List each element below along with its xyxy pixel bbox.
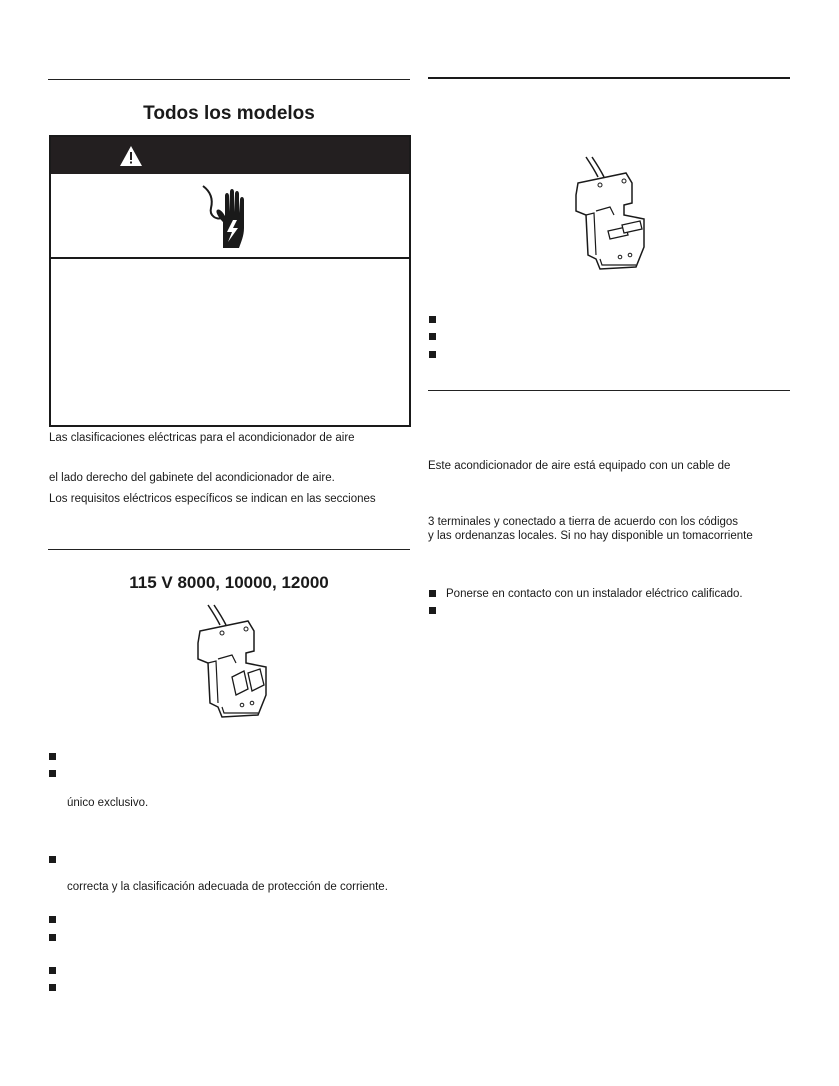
right-top-rule <box>428 77 790 79</box>
bullet-marker <box>49 934 56 941</box>
paragraph-grounded-codes: 3 terminales y conectado a tierra de acuerdo con los códigos <box>428 516 739 528</box>
bullet-marker <box>49 856 56 863</box>
power-plug-icon <box>188 603 278 721</box>
paragraph-specific-requirements: Los requisitos eléctricos específicos se indican en las secciones <box>49 493 376 505</box>
bullet-marker <box>429 333 436 340</box>
power-plug-icon <box>566 155 656 273</box>
paragraph-electrical-ratings: Las clasificaciones eléctricas para el acondicionador de aire <box>49 432 355 444</box>
bullet-marker <box>49 984 56 991</box>
list-item-exclusive-circuit: único exclusivo. <box>67 797 149 809</box>
paragraph-three-prong-cord: Este acondicionador de aire está equipado con un cable de <box>428 460 731 472</box>
bullet-marker <box>429 590 436 597</box>
bullet-marker <box>49 967 56 974</box>
paragraph-cabinet-side: el lado derecho del gabinete del acondicionador de aire. <box>49 472 335 484</box>
bullet-marker <box>429 316 436 323</box>
bullet-marker <box>429 607 436 614</box>
right-middle-rule <box>428 390 790 391</box>
left-top-rule <box>48 79 410 80</box>
bullet-marker <box>49 770 56 777</box>
warning-icon-row <box>51 174 409 259</box>
section-heading-115v: 115 V 8000, 10000, 12000 <box>129 573 329 592</box>
warning-header-bar <box>51 137 409 174</box>
list-item-current-protection: correcta y la clasificación adecuada de protección de corriente. <box>67 881 388 893</box>
paragraph-local-ordinances: y las ordenanzas locales. Si no hay disponible un tomacorriente <box>428 530 753 542</box>
left-middle-rule <box>48 549 410 550</box>
bullet-marker <box>49 753 56 760</box>
bullet-marker <box>429 351 436 358</box>
section-heading-all-models: Todos los modelos <box>143 103 315 124</box>
list-item-contact-electrician: Ponerse en contacto con un instalador eléctrico calificado. <box>446 588 743 600</box>
electric-shock-hand-icon <box>197 182 259 254</box>
warning-box <box>49 135 411 427</box>
bullet-marker <box>49 916 56 923</box>
warning-triangle-icon <box>119 145 143 167</box>
